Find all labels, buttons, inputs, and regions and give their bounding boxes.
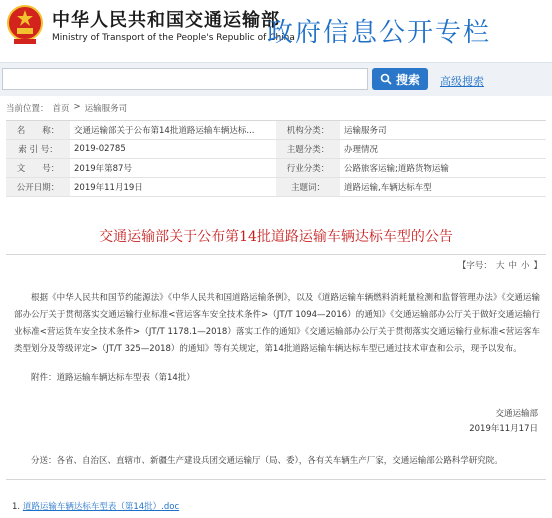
info-label: 主题词： <box>276 178 340 197</box>
info-label: 主题分类： <box>276 140 340 159</box>
table-row <box>6 159 546 178</box>
search-input[interactable] <box>2 68 368 90</box>
search-icon <box>380 73 392 85</box>
font-size-small-button[interactable]: 小 <box>520 261 530 271</box>
breadcrumb-home-link[interactable]: 首页 <box>52 104 70 114</box>
signing-organization: 交通运输部 <box>495 409 538 419</box>
breadcrumb <box>6 102 127 114</box>
search-button[interactable] <box>372 68 428 90</box>
font-size-label: 【字号： <box>457 261 492 271</box>
font-size-medium-button[interactable]: 中 <box>508 261 517 271</box>
info-label: 名 称： <box>6 121 70 140</box>
info-label: 索 引 号： <box>6 140 70 159</box>
breadcrumb-prefix: 当前位置： <box>6 104 49 114</box>
info-value: 2019年第87号 <box>70 159 276 178</box>
section-title: 政府信息公开专栏 <box>267 18 492 48</box>
attachment-list <box>12 500 179 512</box>
notice-body: 根据《中华人民共和国节约能源法》《中华人民共和国道路运输条例》，以及《道路运输车辆燃料消耗量检测和监督管理办法》《交通运输部办公厅关于贯彻落实交通运输行业标准<营运客车安全技术条件>（JT/T 1094—2016）的通知》《交通运输部办公厅关于做好交通运输行业标准<营运货车安全技术条件>（JT/T 1178.1—2018）落实工作的通知》《交通运输部办公厅关于贯彻落实交通运输行业标准<营运客车类型划分及等级评定>（JT/T 325—2018）的通知》等有关规定，第14批道路运输车辆达标车型已通过技术审查和公示，现予以发布。 <box>14 293 540 354</box>
signing-date: 2019年11月17日 <box>469 424 538 434</box>
document-info-table <box>6 120 546 197</box>
info-value: 办理情况 <box>340 140 546 159</box>
search-bar <box>0 62 552 96</box>
breadcrumb-separator: > <box>73 102 81 112</box>
search-button-label: 搜索 <box>395 72 420 87</box>
info-value: 公路旅客运输;道路货物运输 <box>340 159 546 178</box>
info-value: 交通运输部关于公布第14批道路运输车辆达标... <box>70 121 276 140</box>
national-emblem-icon <box>6 4 44 46</box>
info-value: 2019-02785 <box>70 140 276 159</box>
ministry-name-en: Ministry of Transport of the People's Republic of China <box>52 33 295 43</box>
info-label: 公开日期： <box>6 178 70 197</box>
attachment-download-link[interactable]: 道路运输车辆达标车型表（第14批）.doc <box>22 502 180 512</box>
info-value: 2019年11月19日 <box>70 178 276 197</box>
attachment-note: 附件：道路运输车辆达标车型表（第14批） <box>31 373 195 383</box>
font-size-large-button[interactable]: 大 <box>495 261 505 271</box>
notice-title: 交通运输部关于公布第14批道路运输车辆达标车型的公告 <box>99 229 453 245</box>
info-value: 道路运输,车辆达标车型 <box>340 178 546 197</box>
breadcrumb-current-link[interactable]: 运输服务司 <box>84 104 128 114</box>
ministry-name-cn: 中华人民共和国交通运输部 <box>52 10 280 31</box>
font-size-switcher <box>458 259 542 271</box>
font-size-label-end: 】 <box>533 261 542 271</box>
site-header <box>0 0 552 62</box>
table-row <box>6 121 546 140</box>
table-row <box>6 178 546 197</box>
advanced-search-link[interactable]: 高级搜索 <box>440 75 484 88</box>
info-label: 文 号： <box>6 159 70 178</box>
info-label: 机构分类： <box>276 121 340 140</box>
distribution-list: 分送：各省、自治区、直辖市、新疆生产建设兵团交通运输厅（局、委），各有关车辆生产厂家，交通运输部公路科学研究院。 <box>31 456 503 466</box>
attachment-index: 1. <box>12 502 21 512</box>
divider <box>6 254 546 255</box>
table-row <box>6 140 546 159</box>
info-label: 行业分类： <box>276 159 340 178</box>
divider <box>6 479 546 480</box>
info-value: 运输服务司 <box>340 121 546 140</box>
